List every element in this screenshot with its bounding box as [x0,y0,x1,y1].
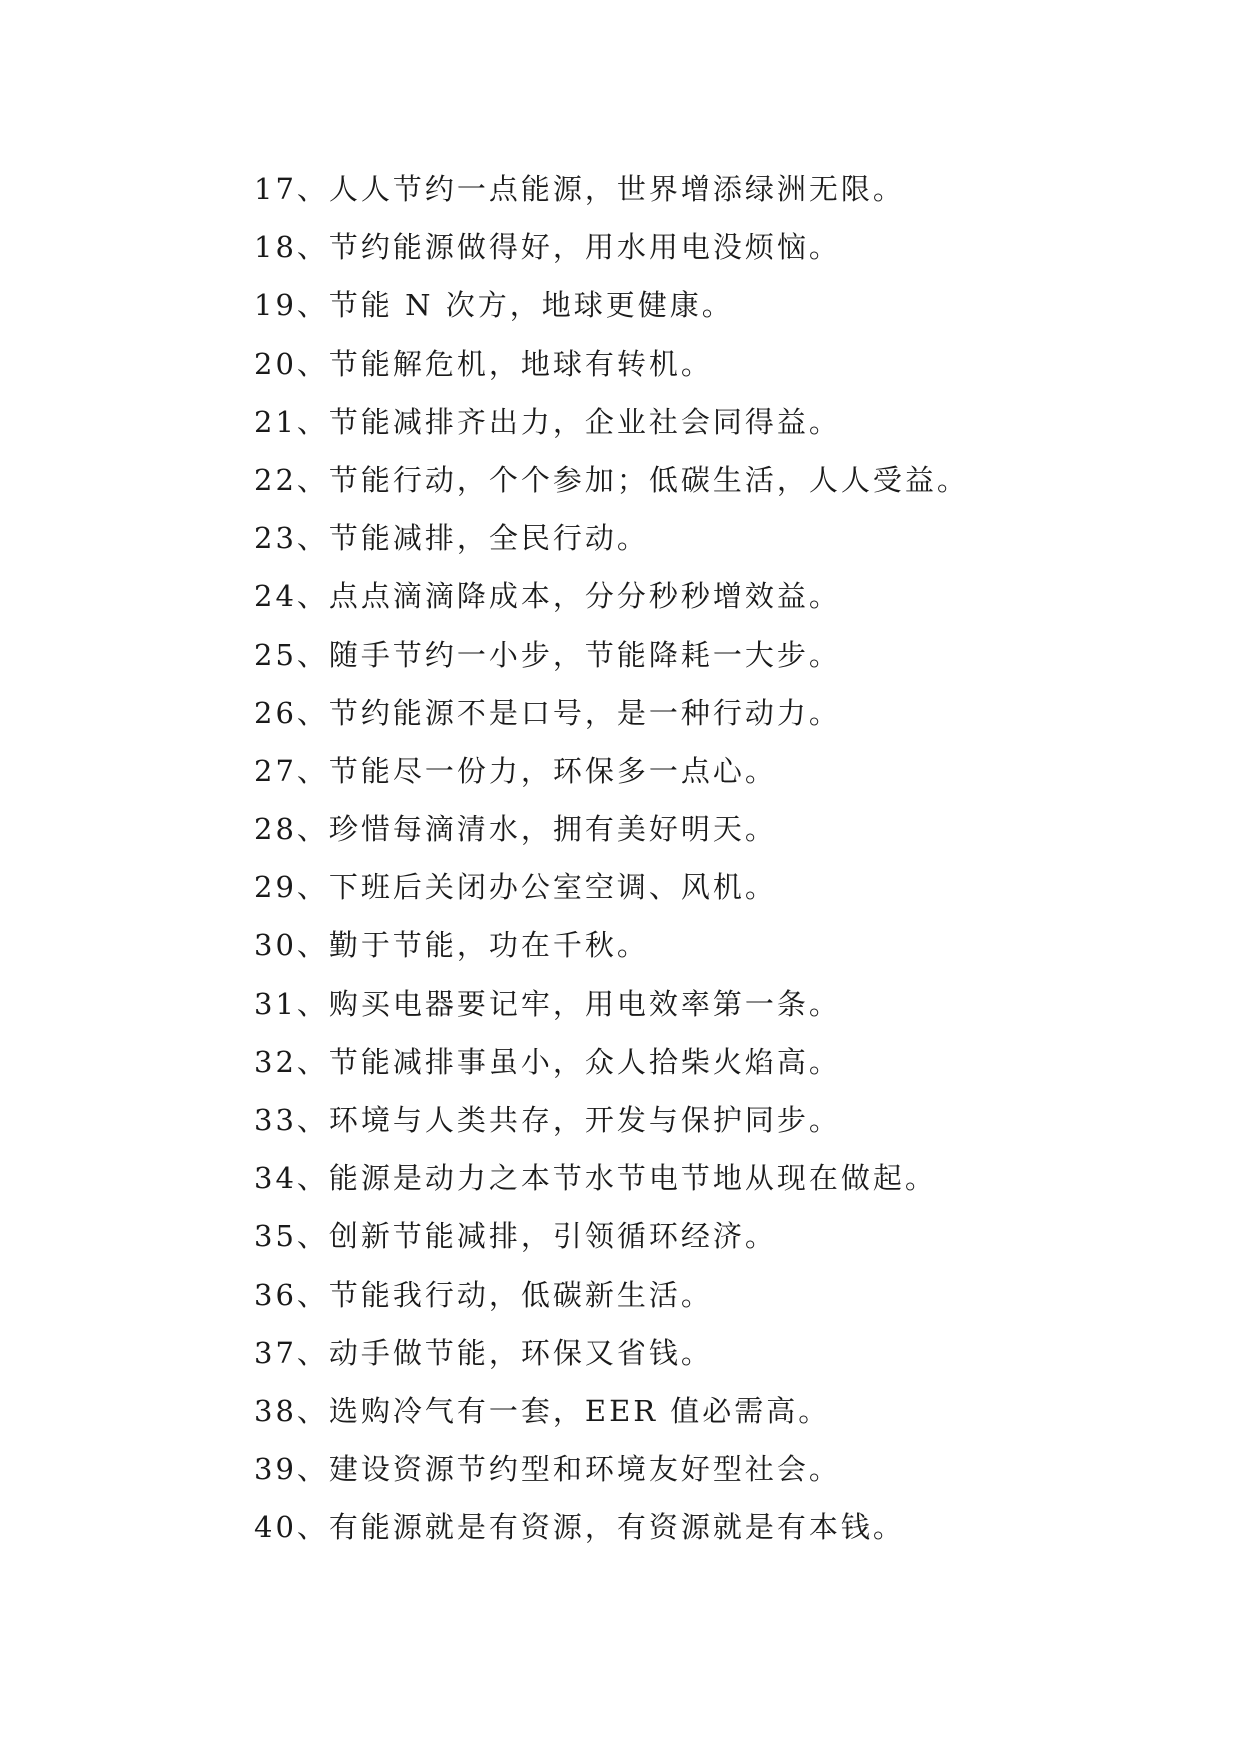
slogan-line: 31、购买电器要记牢，用电效率第一条。 [254,986,841,1021]
slogan-line: 40、有能源就是有资源，有资源就是有本钱。 [254,1510,905,1545]
slogan-line: 34、能源是动力之本节水节电节地从现在做起。 [254,1161,937,1196]
slogan-line: 27、节能尽一份力，环保多一点心。 [254,753,777,788]
slogan-line: 30、勤于节能，功在千秋。 [254,928,649,963]
slogan-line: 22、节能行动，个个参加；低碳生活，人人受益。 [254,462,969,497]
slogan-line: 24、点点滴滴降成本，分分秒秒增效益。 [254,579,841,614]
slogan-line: 36、节能我行动，低碳新生活。 [254,1277,713,1312]
slogan-line: 26、节约能源不是口号，是一种行动力。 [254,695,841,730]
slogan-line: 20、节能解危机，地球有转机。 [254,346,713,381]
slogan-line: 29、下班后关闭办公室空调、风机。 [254,870,777,905]
slogan-line: 25、随手节约一小步，节能降耗一大步。 [254,637,841,672]
slogan-line: 19、节能 N 次方，地球更健康。 [254,288,734,323]
slogan-line: 39、建设资源节约型和环境友好型社会。 [254,1452,841,1487]
slogan-line: 38、选购冷气有一套，EER 值必需高。 [254,1393,831,1428]
slogan-line: 17、人人节约一点能源，世界增添绿洲无限。 [254,172,905,206]
slogan-line: 32、节能减排事虽小，众人拾柴火焰高。 [254,1044,841,1079]
slogan-line: 33、环境与人类共存，开发与保护同步。 [254,1103,841,1137]
slogan-line: 23、节能减排，全民行动。 [254,521,649,556]
slogan-line: 35、创新节能减排，引领循环经济。 [254,1219,777,1254]
slogan-line: 21、节能减排齐出力，企业社会同得益。 [254,404,841,439]
slogan-line: 28、珍惜每滴清水，拥有美好明天。 [254,812,777,847]
slogan-line: 37、动手做节能，环保又省钱。 [254,1335,713,1370]
slogan-line: 18、节约能源做得好，用水用电没烦恼。 [254,230,841,265]
slogan-list [254,160,969,1557]
